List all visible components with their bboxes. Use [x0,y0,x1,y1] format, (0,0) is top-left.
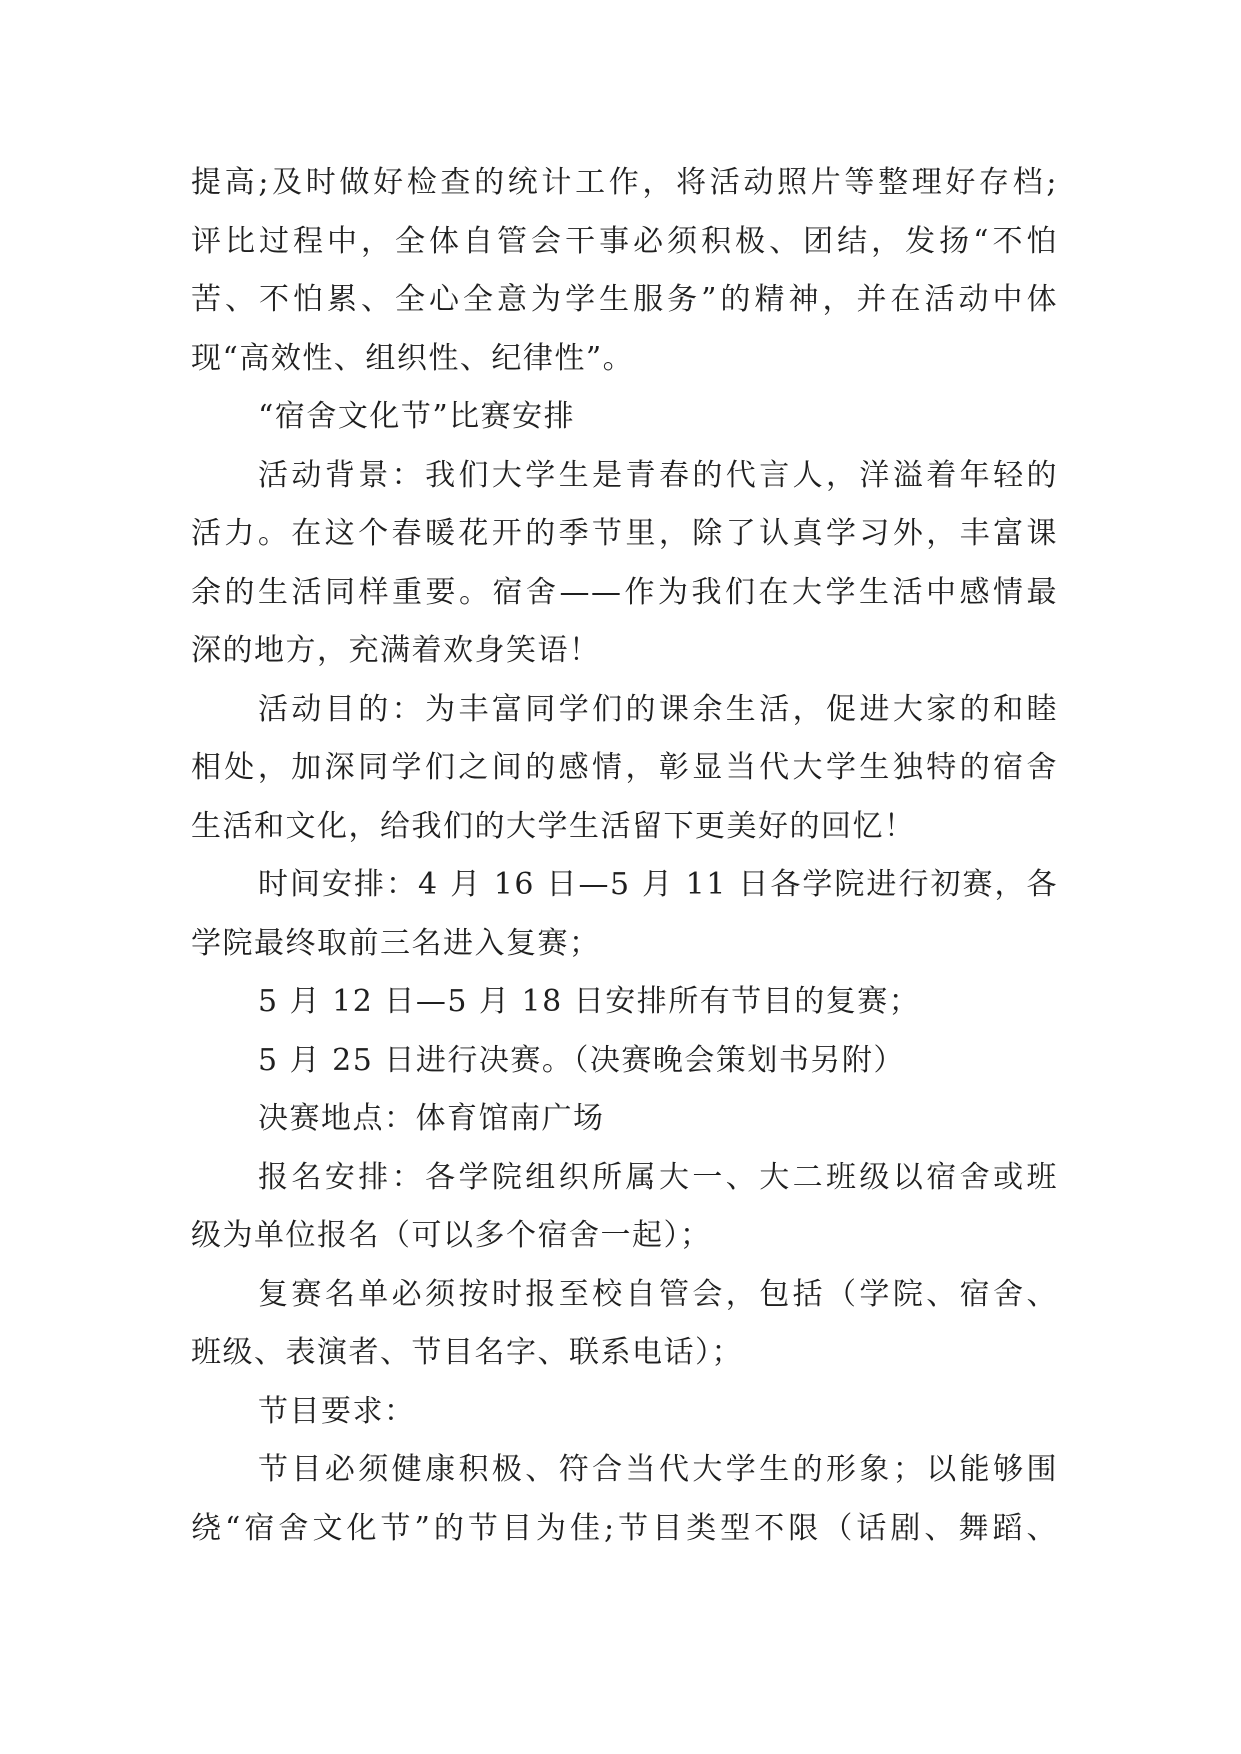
carryover-paragraph [191,154,1058,388]
paragraph [191,1383,1058,1442]
line-text: 现“高效性、组织性、纪律性”。 [191,340,635,376]
text-line [191,856,1058,915]
line-text: 生活和文化，给我们的大学生活留下更美好的回忆！ [191,808,916,844]
line-text: 评比过程中，全体自管会干事必须积极、团结，发扬“不怕 [191,223,1058,259]
paragraph-list [191,447,1058,1559]
text-line [191,1090,1058,1149]
line-text: 节目要求： [258,1393,416,1429]
line-text: 余的生活同样重要。宿舍——作为我们在大学生活中感情最 [191,574,1058,610]
paragraph [191,1032,1058,1091]
line-text: 复赛名单必须按时报至校自管会，包括（学院、宿舍、 [258,1276,1058,1312]
text-line [191,1441,1058,1500]
text-line [191,447,1058,506]
text-line [191,681,1058,740]
line-text: 级为单位报名（可以多个宿舍一起）； [191,1218,712,1253]
line-text: 决赛地点：体育馆南广场 [258,1101,605,1136]
line-text: 学院最终取前三名进入复赛； [191,925,601,961]
text-line [191,1032,1058,1091]
text-line [191,1383,1058,1442]
paragraph [191,447,1058,681]
text-line [191,154,1058,213]
line-text: 提高;及时做好检查的统计工作，将活动照片等整理好存档; [191,165,1058,200]
document-body [191,154,1058,1558]
paragraph [191,1090,1058,1149]
text-line [191,622,1058,681]
text-line [191,330,1058,389]
paragraph [191,973,1058,1032]
section-title-block [191,388,1058,447]
line-text: 深的地方，充满着欢身笑语！ [191,633,601,668]
text-line [191,798,1058,857]
text-line [191,973,1058,1032]
line-text: 班级、表演者、节目名字、联系电话）； [191,1335,743,1370]
text-line [191,739,1058,798]
line-text: 报名安排：各学院组织所属大一、大二班级以宿舍或班 [258,1159,1058,1195]
line-text: 活动目的：为丰富同学们的课余生活，促进大家的和睦 [258,691,1058,727]
line-text: 相处，加深同学们之间的感情，彰显当代大学生独特的宿舍 [191,750,1058,785]
text-line [191,1500,1058,1559]
line-text: 活力。在这个春暖花开的季节里，除了认真学习外，丰富课 [191,516,1058,551]
text-line [191,213,1058,272]
line-text: 时间安排：4 月 16 日—5 月 11 日各学院进行初赛，各 [258,867,1058,902]
line-text: 5 月 25 日进行决赛。（决赛晚会策划书另附） [258,1042,905,1078]
text-line [191,1149,1058,1208]
text-line [191,1207,1058,1266]
section-title-line [191,388,1058,447]
line-text: 苦、不怕累、全心全意为学生服务”的精神，并在活动中体 [191,282,1058,317]
paragraph [191,1266,1058,1383]
line-text: 5 月 12 日—5 月 18 日安排所有节目的复赛； [258,984,921,1019]
line-text: 绕“宿舍文化节”的节目为佳;节目类型不限（话剧、舞蹈、 [191,1510,1058,1546]
text-line [191,564,1058,623]
line-text: 节目必须健康积极、符合当代大学生的形象；以能够围 [258,1452,1058,1487]
paragraph [191,1441,1058,1558]
line-text: 活动背景：我们大学生是青春的代言人，洋溢着年轻的 [258,457,1058,493]
text-line [191,271,1058,330]
text-line [191,915,1058,974]
paragraph [191,856,1058,973]
section-title: “宿舍文化节”比赛安排 [258,399,576,434]
text-line [191,1266,1058,1325]
text-line [191,505,1058,564]
text-line [191,1324,1058,1383]
paragraph [191,1149,1058,1266]
paragraph [191,681,1058,857]
